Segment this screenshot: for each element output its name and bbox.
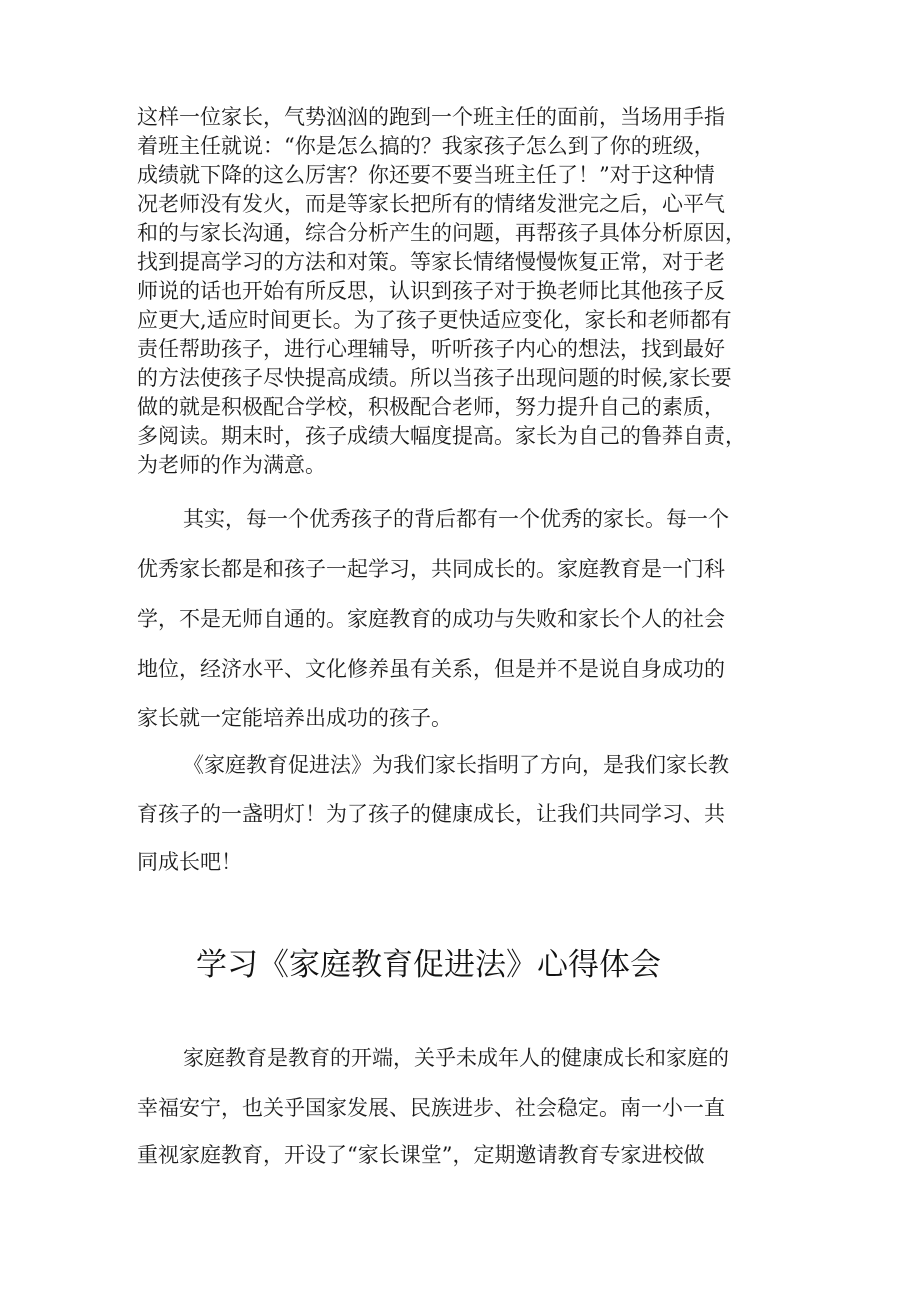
paragraph-4-line: 幸福安宁，也关乎国家发展、民族进步、社会稳定。南一小一直 bbox=[137, 1096, 725, 1120]
section-title: 学习《家庭教育促进法》心得体会 bbox=[196, 947, 661, 983]
paragraph-1-line: 应更大,适应时间更长。为了孩子更快适应变化，家长和老师都有 bbox=[137, 308, 732, 332]
paragraph-2-line: 家长就一定能培养出成功的孩子。 bbox=[137, 706, 452, 730]
paragraph-2-line: 其实，每一个优秀孩子的背后都有一个优秀的家长。每一个 bbox=[183, 507, 729, 531]
paragraph-1-line: 找到提高学习的方法和对策。等家长情绪慢慢恢复正常，对于老 bbox=[137, 250, 725, 274]
paragraph-1-line: 成绩就下降的这么厉害？你还要不要当班主任了！”对于这种情 bbox=[137, 163, 715, 187]
paragraph-1-line: 为老师的作为满意。 bbox=[137, 453, 326, 477]
paragraph-1-line: 的方法使孩子尽快提高成绩。所以当孩子出现问题的时候,家长要 bbox=[137, 366, 732, 390]
paragraph-3-line: 育孩子的一盏明灯！为了孩子的健康成长，让我们共同学习、共 bbox=[137, 802, 725, 826]
paragraph-1-line: 师说的话也开始有所反思，认识到孩子对于换老师比其他孩子反 bbox=[137, 279, 725, 303]
paragraph-1-line: 和的与家长沟通，综合分析产生的问题，再帮孩子具体分析原因， bbox=[137, 221, 746, 245]
paragraph-1-line: 这样一位家长，气势汹汹的跑到一个班主任的面前，当场用手指 bbox=[137, 105, 725, 129]
paragraph-1-line: 责任帮助孩子，进行心理辅导，听听孩子内心的想法，找到最好 bbox=[137, 337, 725, 361]
paragraph-2-line: 学，不是无师自通的。家庭教育的成功与失败和家长个人的社会 bbox=[137, 607, 725, 631]
paragraph-1-line: 做的就是积极配合学校，积极配合老师，努力提升自己的素质， bbox=[137, 395, 725, 419]
paragraph-1-line: 多阅读。期末时，孩子成绩大幅度提高。家长为自己的鲁莽自责， bbox=[137, 424, 746, 448]
paragraph-3-line: 《家庭教育促进法》为我们家长指明了方向，是我们家长教 bbox=[183, 753, 729, 777]
paragraph-2-line: 优秀家长都是和孩子一起学习，共同成长的。家庭教育是一门科 bbox=[137, 557, 725, 581]
paragraph-1-line: 况老师没有发火，而是等家长把所有的情绪发泄完之后，心平气 bbox=[137, 192, 725, 216]
paragraph-1-line: 着班主任就说：“你是怎么搞的？我家孩子怎么到了你的班级， bbox=[137, 134, 715, 158]
paragraph-2-line: 地位，经济水平、文化修养虽有关系，但是并不是说自身成功的 bbox=[137, 657, 725, 681]
paragraph-4-line: 重视家庭教育，开设了“家长课堂”，定期邀请教育专家进校做 bbox=[137, 1143, 705, 1167]
paragraph-3-line: 同成长吧！ bbox=[137, 850, 242, 874]
paragraph-4-line: 家庭教育是教育的开端，关乎未成年人的健康成长和家庭的 bbox=[183, 1046, 729, 1070]
